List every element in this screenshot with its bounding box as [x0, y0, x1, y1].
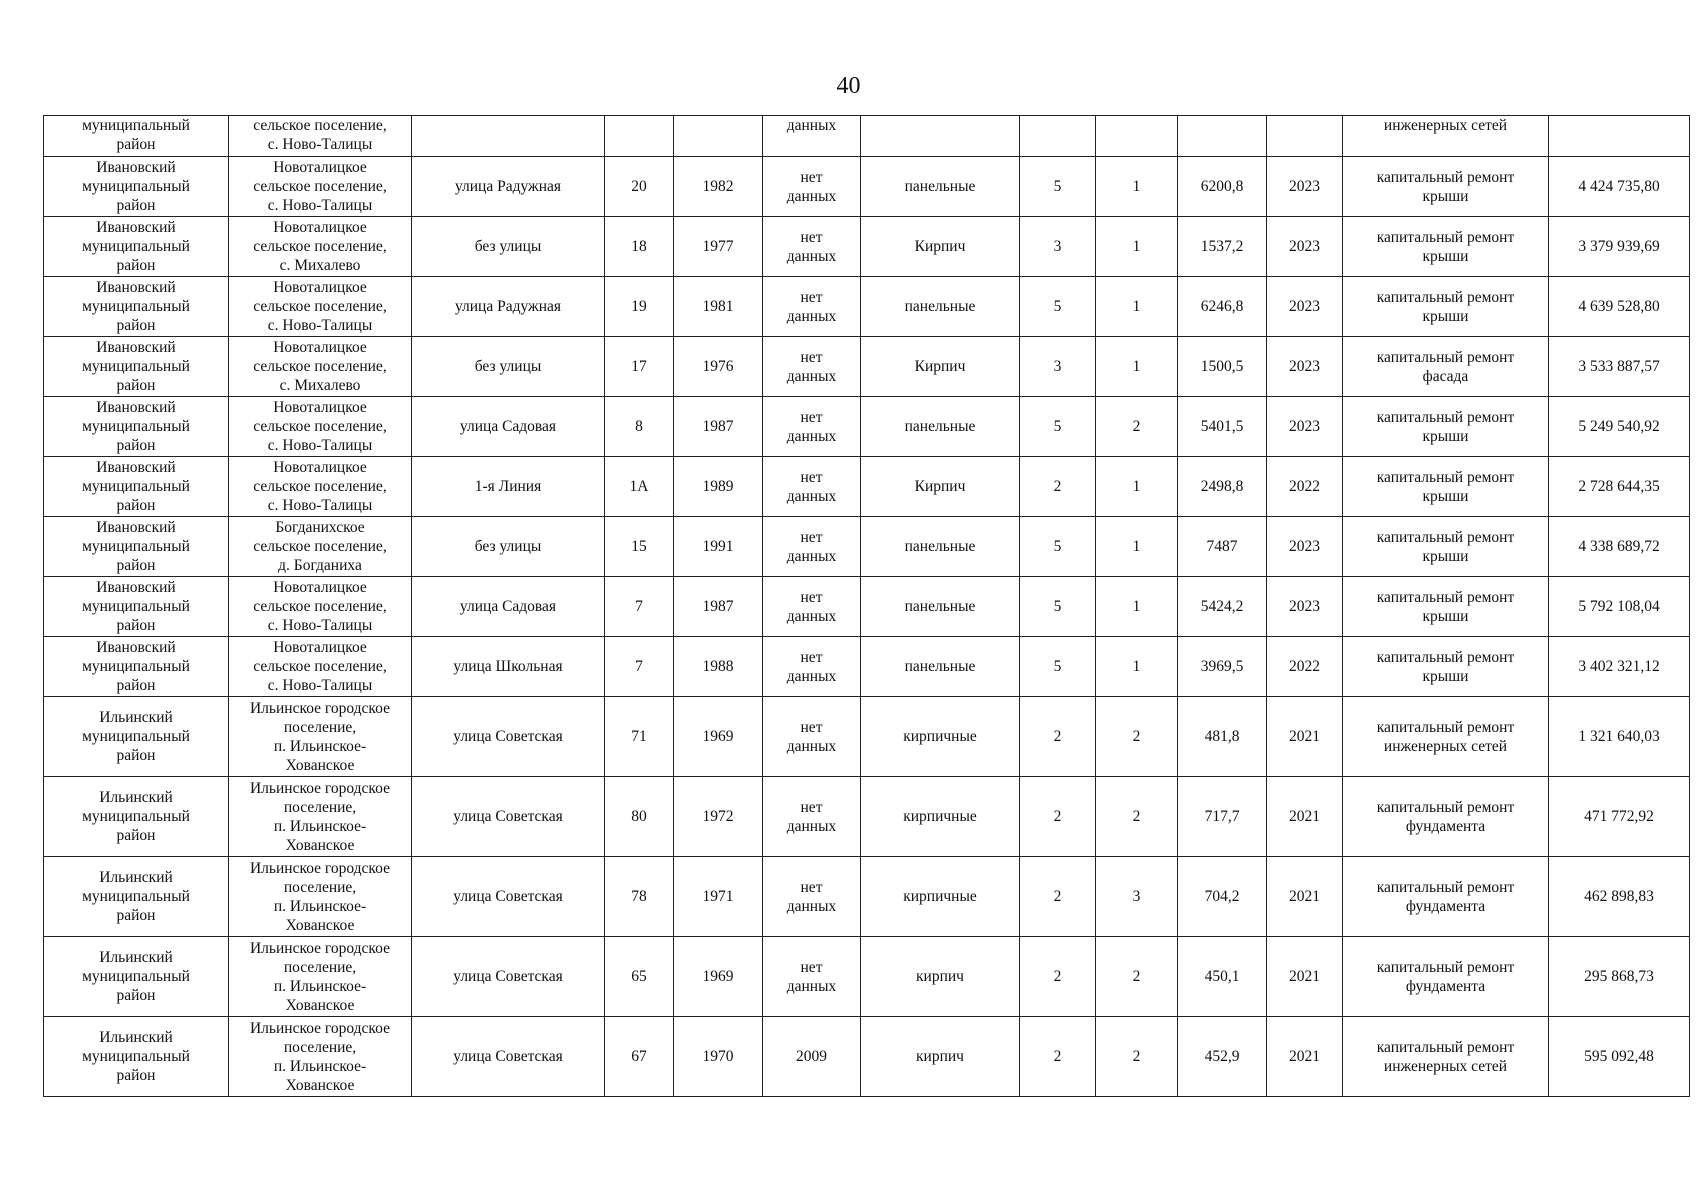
entrances-cell: 1 — [1096, 277, 1178, 337]
house-number-cell: 71 — [605, 697, 674, 777]
work-type-cell: капитальный ремонт крыши — [1343, 637, 1549, 697]
wall-material-cell: кирпич — [861, 937, 1020, 1017]
street-cell: улица Советская — [412, 777, 605, 857]
work-type-cell: капитальный ремонт фундамента — [1343, 937, 1549, 1017]
area-cell: 1500,5 — [1178, 337, 1267, 397]
floors-cell: 5 — [1020, 397, 1096, 457]
year-reconstruction-cell: нет данных — [763, 517, 861, 577]
floors-cell: 5 — [1020, 637, 1096, 697]
table-row — [44, 697, 1690, 777]
work-type-cell: капитальный ремонт крыши — [1343, 577, 1549, 637]
house-number-cell: 78 — [605, 857, 674, 937]
settlement-cell: Новоталицкое сельское поселение, с. Ново-Талицы — [229, 157, 412, 217]
planned-year-cell: 2023 — [1267, 577, 1343, 637]
floors-cell: 3 — [1020, 217, 1096, 277]
street-cell — [412, 116, 605, 157]
year-built-cell: 1989 — [674, 457, 763, 517]
area-cell: 704,2 — [1178, 857, 1267, 937]
cost-cell: 4 639 528,80 — [1549, 277, 1690, 337]
wall-material-cell: панельные — [861, 157, 1020, 217]
house-number-cell: 7 — [605, 577, 674, 637]
cost-cell: 2 728 644,35 — [1549, 457, 1690, 517]
street-cell: улица Советская — [412, 697, 605, 777]
area-cell: 5424,2 — [1178, 577, 1267, 637]
year-reconstruction-cell: нет данных — [763, 577, 861, 637]
wall-material-cell: панельные — [861, 577, 1020, 637]
planned-year-cell: 2023 — [1267, 277, 1343, 337]
settlement-cell: Новоталицкое сельское поселение, с. Михалево — [229, 337, 412, 397]
district-cell: Ивановский муниципальный район — [44, 157, 229, 217]
district-cell: Ильинский муниципальный район — [44, 777, 229, 857]
settlement-cell: Ильинское городское поселение, п. Ильинское- Хованское — [229, 777, 412, 857]
cost-cell: 3 402 321,12 — [1549, 637, 1690, 697]
street-cell: улица Радужная — [412, 157, 605, 217]
house-number-cell: 20 — [605, 157, 674, 217]
street-cell: 1-я Линия — [412, 457, 605, 517]
entrances-cell: 2 — [1096, 397, 1178, 457]
area-cell: 5401,5 — [1178, 397, 1267, 457]
year-built-cell: 1991 — [674, 517, 763, 577]
district-cell: Ильинский муниципальный район — [44, 937, 229, 1017]
house-number-cell: 8 — [605, 397, 674, 457]
floors-cell: 5 — [1020, 577, 1096, 637]
house-number-cell: 7 — [605, 637, 674, 697]
house-number-cell: 15 — [605, 517, 674, 577]
year-reconstruction-cell: нет данных — [763, 277, 861, 337]
cost-cell — [1549, 116, 1690, 157]
wall-material-cell: панельные — [861, 277, 1020, 337]
table-row — [44, 577, 1690, 637]
cost-cell: 295 868,73 — [1549, 937, 1690, 1017]
planned-year-cell: 2021 — [1267, 857, 1343, 937]
entrances-cell: 2 — [1096, 777, 1178, 857]
table-row — [44, 777, 1690, 857]
entrances-cell: 2 — [1096, 697, 1178, 777]
house-number-cell: 18 — [605, 217, 674, 277]
year-reconstruction-cell: нет данных — [763, 697, 861, 777]
street-cell: без улицы — [412, 217, 605, 277]
settlement-cell: Новоталицкое сельское поселение, с. Михалево — [229, 217, 412, 277]
year-built-cell: 1977 — [674, 217, 763, 277]
year-reconstruction-cell: нет данных — [763, 937, 861, 1017]
entrances-cell: 1 — [1096, 457, 1178, 517]
table-row — [44, 277, 1690, 337]
planned-year-cell: 2023 — [1267, 157, 1343, 217]
wall-material-cell: панельные — [861, 517, 1020, 577]
house-number-cell: 1А — [605, 457, 674, 517]
settlement-cell: Новоталицкое сельское поселение, с. Ново-Талицы — [229, 457, 412, 517]
wall-material-cell: Кирпич — [861, 217, 1020, 277]
cost-cell: 3 533 887,57 — [1549, 337, 1690, 397]
floors-cell: 2 — [1020, 457, 1096, 517]
year-built-cell: 1970 — [674, 1017, 763, 1097]
street-cell: улица Школьная — [412, 637, 605, 697]
planned-year-cell: 2023 — [1267, 517, 1343, 577]
entrances-cell: 1 — [1096, 217, 1178, 277]
street-cell: без улицы — [412, 517, 605, 577]
wall-material-cell: Кирпич — [861, 337, 1020, 397]
year-built-cell: 1972 — [674, 777, 763, 857]
district-cell: Ивановский муниципальный район — [44, 457, 229, 517]
entrances-cell: 2 — [1096, 937, 1178, 1017]
work-type-cell: капитальный ремонт крыши — [1343, 217, 1549, 277]
wall-material-cell: кирпичные — [861, 697, 1020, 777]
wall-material-cell: Кирпич — [861, 457, 1020, 517]
planned-year-cell — [1267, 116, 1343, 157]
floors-cell: 2 — [1020, 777, 1096, 857]
floors-cell: 2 — [1020, 937, 1096, 1017]
floors-cell: 2 — [1020, 697, 1096, 777]
district-cell: Ивановский муниципальный район — [44, 517, 229, 577]
settlement-cell: Ильинское городское поселение, п. Ильинское- Хованское — [229, 857, 412, 937]
planned-year-cell: 2022 — [1267, 457, 1343, 517]
floors-cell: 5 — [1020, 517, 1096, 577]
street-cell: без улицы — [412, 337, 605, 397]
work-type-cell: капитальный ремонт крыши — [1343, 457, 1549, 517]
settlement-cell: Ильинское городское поселение, п. Ильинское- Хованское — [229, 1017, 412, 1097]
district-cell: Ивановский муниципальный район — [44, 577, 229, 637]
entrances-cell: 3 — [1096, 857, 1178, 937]
planned-year-cell: 2021 — [1267, 1017, 1343, 1097]
settlement-cell: Новоталицкое сельское поселение, с. Ново-Талицы — [229, 277, 412, 337]
wall-material-cell: панельные — [861, 397, 1020, 457]
floors-cell: 3 — [1020, 337, 1096, 397]
year-reconstruction-cell: данных — [763, 116, 861, 157]
entrances-cell — [1096, 116, 1178, 157]
street-cell: улица Советская — [412, 937, 605, 1017]
cost-cell: 471 772,92 — [1549, 777, 1690, 857]
year-built-cell: 1976 — [674, 337, 763, 397]
settlement-cell: Новоталицкое сельское поселение, с. Ново-Талицы — [229, 397, 412, 457]
street-cell: улица Советская — [412, 857, 605, 937]
year-reconstruction-cell: нет данных — [763, 217, 861, 277]
planned-year-cell: 2021 — [1267, 937, 1343, 1017]
area-cell: 6246,8 — [1178, 277, 1267, 337]
floors-cell — [1020, 116, 1096, 157]
wall-material-cell: кирпич — [861, 1017, 1020, 1097]
year-reconstruction-cell: нет данных — [763, 777, 861, 857]
work-type-cell: капитальный ремонт крыши — [1343, 157, 1549, 217]
entrances-cell: 1 — [1096, 517, 1178, 577]
cost-cell: 1 321 640,03 — [1549, 697, 1690, 777]
year-built-cell: 1982 — [674, 157, 763, 217]
area-cell: 481,8 — [1178, 697, 1267, 777]
house-number-cell: 67 — [605, 1017, 674, 1097]
table-row — [44, 637, 1690, 697]
table-row — [44, 937, 1690, 1017]
table-row — [44, 397, 1690, 457]
district-cell: Ильинский муниципальный район — [44, 697, 229, 777]
wall-material-cell: кирпичные — [861, 857, 1020, 937]
year-reconstruction-cell: нет данных — [763, 337, 861, 397]
area-cell: 7487 — [1178, 517, 1267, 577]
area-cell: 1537,2 — [1178, 217, 1267, 277]
year-reconstruction-cell: нет данных — [763, 157, 861, 217]
district-cell: Ивановский муниципальный район — [44, 397, 229, 457]
street-cell: улица Советская — [412, 1017, 605, 1097]
cost-cell: 5 249 540,92 — [1549, 397, 1690, 457]
table-row-continued — [44, 116, 1690, 157]
entrances-cell: 1 — [1096, 337, 1178, 397]
wall-material-cell: панельные — [861, 637, 1020, 697]
year-built-cell — [674, 116, 763, 157]
wall-material-cell: кирпичные — [861, 777, 1020, 857]
table-row — [44, 337, 1690, 397]
house-number-cell: 19 — [605, 277, 674, 337]
settlement-cell: Ильинское городское поселение, п. Ильинское- Хованское — [229, 937, 412, 1017]
settlement-cell: Новоталицкое сельское поселение, с. Ново-Талицы — [229, 577, 412, 637]
table-row — [44, 157, 1690, 217]
floors-cell: 2 — [1020, 857, 1096, 937]
district-cell: Ильинский муниципальный район — [44, 857, 229, 937]
wall-material-cell — [861, 116, 1020, 157]
street-cell: улица Радужная — [412, 277, 605, 337]
cost-cell: 5 792 108,04 — [1549, 577, 1690, 637]
planned-year-cell: 2021 — [1267, 697, 1343, 777]
street-cell: улица Садовая — [412, 397, 605, 457]
work-type-cell: капитальный ремонт фундамента — [1343, 777, 1549, 857]
year-built-cell: 1981 — [674, 277, 763, 337]
district-cell: Ильинский муниципальный район — [44, 1017, 229, 1097]
table-row — [44, 517, 1690, 577]
work-type-cell: капитальный ремонт инженерных сетей — [1343, 1017, 1549, 1097]
work-type-cell: капитальный ремонт инженерных сетей — [1343, 697, 1549, 777]
table-row — [44, 217, 1690, 277]
page-number: 40 — [836, 73, 861, 99]
house-number-cell — [605, 116, 674, 157]
cost-cell: 3 379 939,69 — [1549, 217, 1690, 277]
planned-year-cell: 2023 — [1267, 337, 1343, 397]
entrances-cell: 1 — [1096, 637, 1178, 697]
work-type-cell: капитальный ремонт крыши — [1343, 517, 1549, 577]
year-reconstruction-cell: нет данных — [763, 637, 861, 697]
work-type-cell: капитальный ремонт фундамента — [1343, 857, 1549, 937]
work-type-cell: капитальный ремонт фасада — [1343, 337, 1549, 397]
floors-cell: 5 — [1020, 277, 1096, 337]
year-built-cell: 1971 — [674, 857, 763, 937]
district-cell: Ивановский муниципальный район — [44, 277, 229, 337]
area-cell: 717,7 — [1178, 777, 1267, 857]
year-reconstruction-cell: нет данных — [763, 397, 861, 457]
house-number-cell: 80 — [605, 777, 674, 857]
cost-cell: 595 092,48 — [1549, 1017, 1690, 1097]
cost-cell: 462 898,83 — [1549, 857, 1690, 937]
housing-register-table — [43, 115, 1690, 1097]
area-cell: 6200,8 — [1178, 157, 1267, 217]
house-number-cell: 17 — [605, 337, 674, 397]
area-cell: 2498,8 — [1178, 457, 1267, 517]
area-cell: 452,9 — [1178, 1017, 1267, 1097]
settlement-cell: Новоталицкое сельское поселение, с. Ново-Талицы — [229, 637, 412, 697]
entrances-cell: 2 — [1096, 1017, 1178, 1097]
cost-cell: 4 424 735,80 — [1549, 157, 1690, 217]
work-type-cell: капитальный ремонт крыши — [1343, 277, 1549, 337]
planned-year-cell: 2023 — [1267, 217, 1343, 277]
work-type-cell: инженерных сетей — [1343, 116, 1549, 157]
year-reconstruction-cell: нет данных — [763, 457, 861, 517]
district-cell: Ивановский муниципальный район — [44, 337, 229, 397]
year-built-cell: 1969 — [674, 937, 763, 1017]
work-type-cell: капитальный ремонт крыши — [1343, 397, 1549, 457]
entrances-cell: 1 — [1096, 577, 1178, 637]
district-cell: Ивановский муниципальный район — [44, 217, 229, 277]
table-row — [44, 457, 1690, 517]
year-built-cell: 1988 — [674, 637, 763, 697]
settlement-cell: сельское поселение, с. Ново-Талицы — [229, 116, 412, 157]
planned-year-cell: 2023 — [1267, 397, 1343, 457]
year-built-cell: 1987 — [674, 577, 763, 637]
entrances-cell: 1 — [1096, 157, 1178, 217]
area-cell: 3969,5 — [1178, 637, 1267, 697]
area-cell — [1178, 116, 1267, 157]
settlement-cell: Ильинское городское поселение, п. Ильинское- Хованское — [229, 697, 412, 777]
year-built-cell: 1987 — [674, 397, 763, 457]
table-body — [44, 116, 1690, 1097]
year-reconstruction-cell: 2009 — [763, 1017, 861, 1097]
year-reconstruction-cell: нет данных — [763, 857, 861, 937]
floors-cell: 5 — [1020, 157, 1096, 217]
district-cell: муниципальный район — [44, 116, 229, 157]
area-cell: 450,1 — [1178, 937, 1267, 1017]
district-cell: Ивановский муниципальный район — [44, 637, 229, 697]
settlement-cell: Богданихское сельское поселение, д. Богданиха — [229, 517, 412, 577]
year-built-cell: 1969 — [674, 697, 763, 777]
planned-year-cell: 2021 — [1267, 777, 1343, 857]
cost-cell: 4 338 689,72 — [1549, 517, 1690, 577]
floors-cell: 2 — [1020, 1017, 1096, 1097]
planned-year-cell: 2022 — [1267, 637, 1343, 697]
table-row — [44, 1017, 1690, 1097]
house-number-cell: 65 — [605, 937, 674, 1017]
street-cell: улица Садовая — [412, 577, 605, 637]
table-row — [44, 857, 1690, 937]
